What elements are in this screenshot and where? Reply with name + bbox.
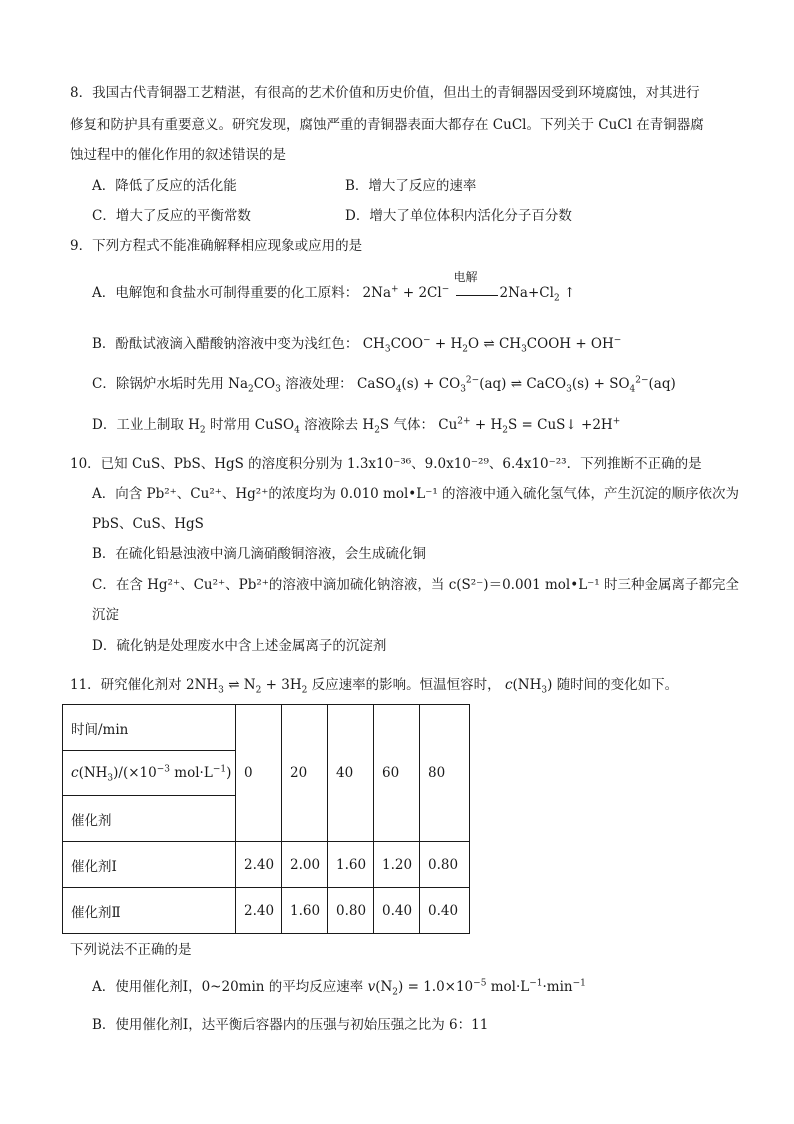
electrolysis-label: 电解: [453, 270, 478, 284]
q11-option-a-formula: $v(N_2) = 1.0\times 10^{-5}$ $mol\cdot L^{-1}\cdot\min^{-1}$: [367, 978, 586, 998]
q10-option-a-line-1: A．向含 Pb²⁺、Cu²⁺、Hg²⁺的浓度均为 0.010 mol•L⁻¹ 的溶液中通入硫化氢气体，产生沉淀的顺序依次为: [92, 486, 740, 502]
q10-option-c-line-2: 沉淀: [92, 607, 119, 623]
q9-option-c-equation: CaSO$_4$(s) + $CO_3^{2-}(aq)$ ⇌ CaCO$_3$(s) + $SO_4^{2-}(aq)$: [356, 375, 676, 395]
q10-option-a-line-2: PbS、CuS、HgS: [92, 516, 204, 532]
q11-stem-part-2: 反应速率的影响。恒温恒容时，: [311, 677, 501, 693]
q9-option-d-text-4: 气体：: [393, 417, 434, 433]
table-cell: 1.60: [282, 888, 328, 934]
q8-stem-line-2: 修复和防护具有重要意义。研究发现，腐蚀严重的青铜器表面大都存在 CuCl。下列关于 CuCl 在青铜器腐: [70, 117, 704, 133]
table-cell: 1.60: [328, 842, 374, 888]
q9-stem: 9．下列方程式不能准确解释相应现象或应用的是: [70, 238, 363, 254]
time-cell: 0: [236, 705, 282, 842]
q10-option-d: D．硫化钠是处理废水中含上述金属离子的沉淀剂: [92, 638, 387, 654]
q9-option-c: C．除锅炉水垢时先用 $Na_2CO_3$ 溶液处理： CaSO$_4$(s) + $CO_3^{2-}(aq)$ ⇌ CaCO$_3$(s) + $SO_4^{2-}(aq)$: [92, 375, 676, 395]
q10-stem: 10．已知 CuS、PbS、HgS 的溶度积分别为 1.3x10⁻³⁶、9.0x10⁻²⁹、6.4x10⁻²³．下列推断不正确的是: [70, 456, 702, 472]
table-row: [63, 842, 470, 888]
table-cell: 0.80: [420, 842, 470, 888]
table-cell: 2.40: [236, 888, 282, 934]
q9-option-b-equation: $CH_3COO^- + H_2O$ ⇌ $CH_3COOH + OH^-$: [362, 335, 622, 355]
table-cell: 2.00: [282, 842, 328, 888]
table-header-row: [63, 705, 470, 751]
q8-stem-line-1: 8．我国古代青铜器工艺精湛，有很高的艺术价值和历史价值，但出土的青铜器因受到环境腐蚀，对其进行: [70, 85, 700, 101]
q9-option-d-text: D．工业上制取: [92, 417, 184, 433]
table-cell: 1.20: [374, 842, 420, 888]
q11-option-a: [92, 978, 586, 996]
q11-followup: 下列说法不正确的是: [70, 942, 192, 958]
q8-option-a: A．降低了反应的活化能: [92, 178, 237, 194]
q9-option-a-text: A．电解饱和食盐水可制得重要的化工原料：: [92, 285, 359, 301]
q10-option-c-line-1: C．在含 Hg²⁺、Cu²⁺、Pb²⁺的溶液中滴加硫化钠溶液，当 c(S²⁻)＝0.001 mol•L⁻¹ 时三种金属离子都完全: [92, 577, 740, 593]
electrolysis-arrow: [453, 270, 500, 302]
q9-option-c-text: C．除锅炉水垢时先用: [92, 376, 224, 392]
catalyst-data-table: [62, 704, 470, 934]
time-cell: 80: [420, 705, 470, 842]
q11-concentration-symbol: $c(NH_3)$: [504, 677, 553, 696]
q9-option-d: D．工业上制取 $H_2$ 时常用 CuSO$_4$ 溶液除去 $H_2S$ 气体： $Cu^{2+} + H_2S$ = CuS↓ +2H+: [92, 416, 621, 436]
q11-stem-part-1: 11．研究催化剂对: [70, 677, 182, 693]
q11-stem: [70, 676, 678, 694]
q8-option-c: C．增大了反应的平衡常数: [92, 208, 251, 224]
table-cell: 0.40: [420, 888, 470, 934]
row-label: 催化剂Ⅱ: [63, 888, 236, 934]
q9-option-a-equation: 2Na+ + 2Cl− 电解 $2Na+Cl_2$ ↑: [362, 270, 576, 304]
table-cell: 0.40: [374, 888, 420, 934]
q11-option-a-text: A．使用催化剂Ⅰ，0~20min 的平均反应速率: [92, 979, 364, 995]
q9-option-c-text-2: 溶液处理：: [285, 376, 353, 392]
q8-option-d: D．增大了单位体积内活化分子百分数: [345, 208, 572, 224]
q9-option-d-text-3: 溶液除去: [304, 417, 359, 433]
q9-option-d-equation: $Cu^{2+} + H_2S$ = CuS↓ +2H+: [438, 416, 621, 436]
header-concentration-cell: $c(NH_3)/(\times 10^{-3}$ $mol\cdot L^{-1}$): [63, 751, 236, 796]
q8-option-b: B．增大了反应的速率: [345, 178, 477, 194]
table-cell: 2.40: [236, 842, 282, 888]
q9-option-d-text-2: 时常用: [209, 417, 251, 433]
header-catalyst-cell: 催化剂: [63, 796, 236, 842]
q11-reaction: $2NH_3$ ⇌ $N_2 + 3H_2$: [185, 677, 308, 696]
header-time-cell: 时间/min: [63, 705, 236, 751]
q11-stem-part-3: 随时间的变化如下。: [556, 677, 679, 693]
q9-option-b-text: B．酚酞试液滴入醋酸钠溶液中变为浅红色：: [92, 336, 359, 352]
time-cell: 60: [374, 705, 420, 842]
time-cell: 40: [328, 705, 374, 842]
row-label: 催化剂Ⅰ: [63, 842, 236, 888]
q9-option-b: [92, 335, 621, 353]
time-cell: 20: [282, 705, 328, 842]
table-cell: 0.80: [328, 888, 374, 934]
q9-option-a: [92, 270, 576, 304]
q10-option-b: B．在硫化铅悬浊液中滴几滴硝酸铜溶液，会生成硫化铜: [92, 546, 426, 562]
q8-stem-line-3: 蚀过程中的催化作用的叙述错误的是: [70, 147, 286, 163]
table-row: [63, 888, 470, 934]
q11-option-b: B．使用催化剂Ⅰ，达平衡后容器内的压强与初始压强之比为 6：11: [92, 1017, 489, 1033]
